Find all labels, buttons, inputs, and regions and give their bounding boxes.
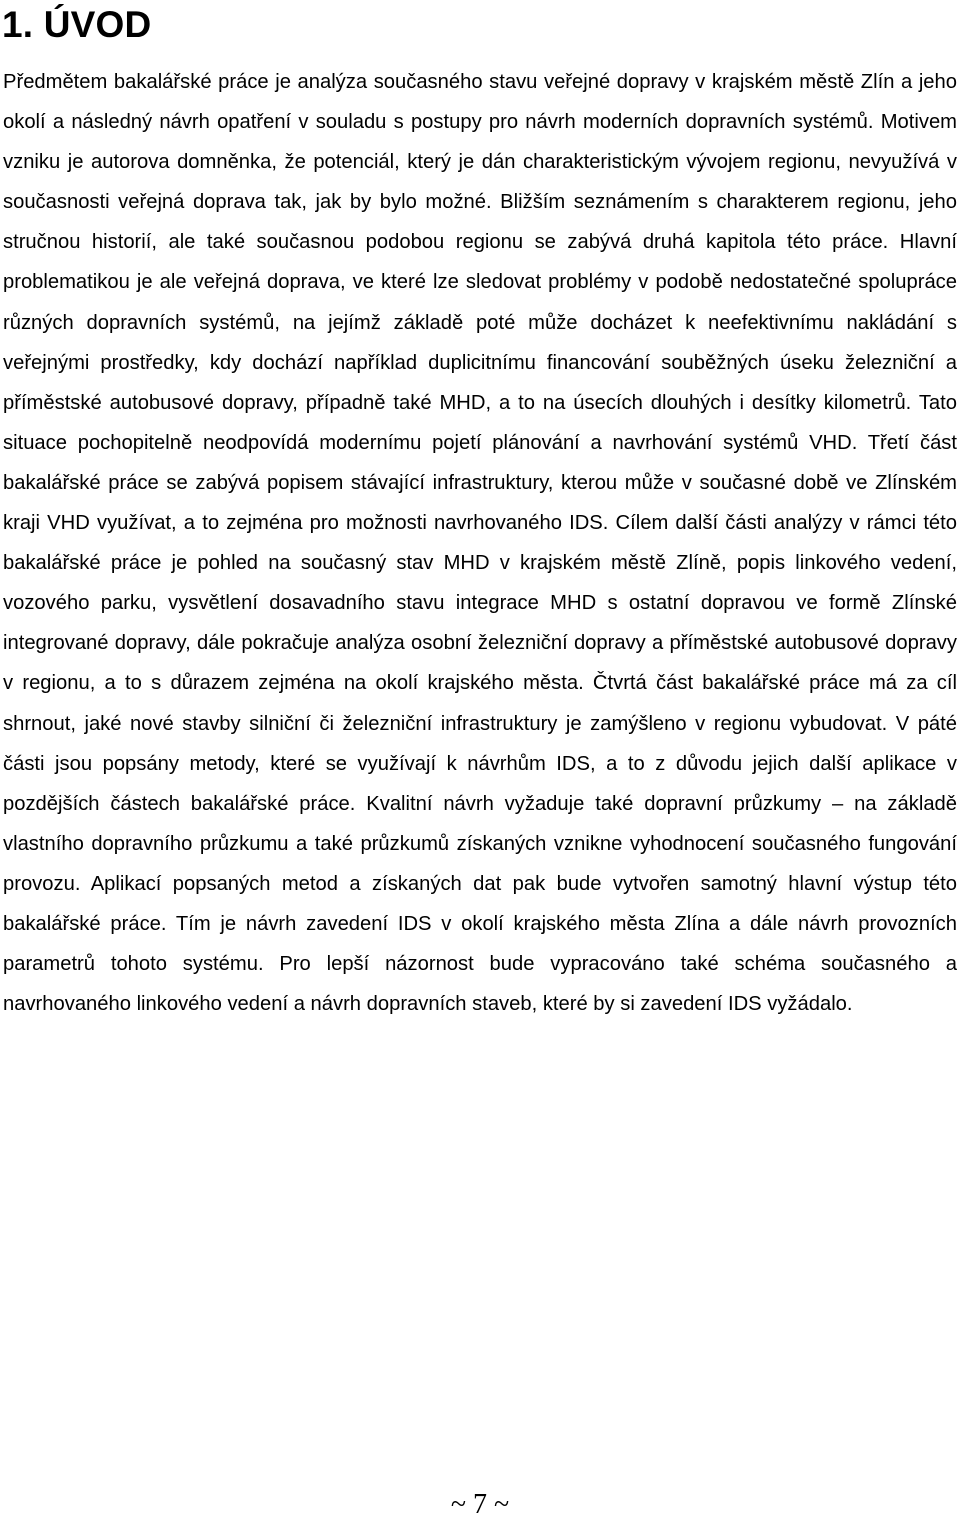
intro-paragraph: Předmětem bakalářské práce je analýza současného stavu veřejné dopravy v krajském městě Zlín a jeho okolí a následný návrh opatření v souladu s postupy pro návrh moderních dopravních systémů. Motivem vzniku je autorova domněnka, že potenciál, který je dán charakteristickým vývojem regionu, nevyužívá v současnosti veřejná doprava tak, jak by bylo možné. Bližším seznámením s charakterem regionu, jeho stručnou historií, ale také současnou podobou regionu se zabývá druhá kapitola této práce. Hlavní problematikou je ale veřejná doprava, ve které lze sledovat problémy v podobě nedostatečné spolupráce různých dopravních systémů, na jejímž základě poté může docházet k neefektivnímu nakládání s veřejnými prostředky, kdy dochází například duplicitnímu financování souběžných úseku železniční a příměstské autobusové dopravy, případně také MHD, a to na úsecích dlouhých i desítky kilometrů. Tato situace pochopitelně neodpovídá modernímu pojetí plánování a navrhování systémů VHD. Třetí část bakalářské práce se zabývá popisem stávající infrastruktury, kterou může v současné době ve Zlínském kraji VHD využívat, a to zejména pro možnosti navrhovaného IDS. Cílem další části analýzy v rámci této bakalářské práce je pohled na současný stav MHD v krajském městě Zlíně, popis linkového vedení, vozového parku, vysvětlení dosavadního stavu integrace MHD s ostatní dopravou ve formě Zlínské integrované dopravy, dále pokračuje analýza osobní železniční dopravy a příměstské autobusové dopravy v regionu, a to s důrazem zejména na okolí krajského města. Čtvrtá část bakalářské práce má za cíl shrnout, jaké nové stavby silniční či železniční infrastruktury je zamýšleno v regionu vybudovat. V páté části jsou popsány metody, které se využívají k návrhům IDS, a to z důvodu jejich další aplikace v pozdějších částech bakalářské práce. Kvalitní návrh vyžaduje také dopravní průzkumy – na základě vlastního dopravního průzkumu a také průzkumů získaných vznikne vyhodnocení současného fungování provozu. Aplikací popsaných metod a získaných dat pak bude vytvořen samotný hlavní výstup této bakalářské práce. Tím je návrh zavedení IDS v okolí krajského města Zlína a dále návrh provozních parametrů tohoto systému. Pro lepší názornost bude vypracováno také schéma současného a navrhovaného linkového vedení a návrh dopravních staveb, které by si zavedení IDS vyžádalo. [3, 71, 957, 1016]
chapter-heading: 1. ÚVOD [2, 4, 152, 45]
page-number: ~ 7 ~ [450, 1489, 510, 1520]
